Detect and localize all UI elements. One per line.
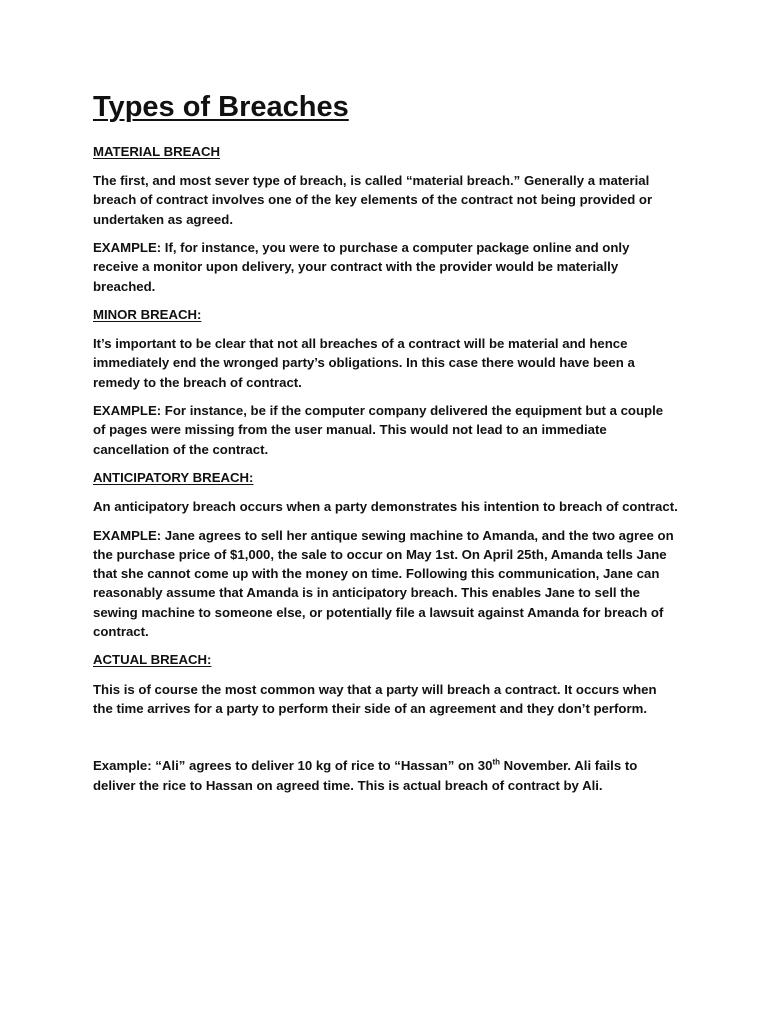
final-example-text-end: November. Ali fails to deliver the rice to Hassan on agreed time. This is actual breach of contract by Ali.	[93, 758, 638, 793]
document-title	[93, 90, 678, 125]
document-title-text: Types of Breaches	[93, 91, 349, 123]
section-minor-breach	[93, 305, 678, 459]
document-page	[93, 90, 678, 804]
example-paragraph: EXAMPLE: If, for instance, you were to purchase a computer package online and only receive a monitor upon delivery, your contract with the provider would be materially breached.	[93, 239, 630, 294]
final-example-paragraph	[93, 756, 678, 795]
example-paragraph: EXAMPLE: Jane agrees to sell her antique sewing machine to Amanda, and the two agree on the purchase price of $1,000, the sale to occur on May 1st. On April 25th, Amanda tells Jane that she cannot come up with the money on time. Following this communication, Jane can reasonably assume that Amanda is in anticipatory breach. This enables Jane to sell the sewing machine to someone else, or potentially file a lawsuit against Amanda for breach of contract.	[93, 527, 674, 640]
section-paragraph: This is of course the most common way that a party will breach a contract. It occurs when the time arrives for a party to perform their side of an agreement and they don’t perform.	[93, 681, 657, 716]
section-heading: ANTICIPATORY BREACH:	[93, 469, 254, 485]
section-heading: MINOR BREACH:	[93, 306, 202, 322]
section-heading: MATERIAL BREACH	[93, 143, 220, 159]
section-anticipatory-breach	[93, 468, 678, 641]
ordinal-suffix: th	[492, 757, 500, 767]
section-actual-breach	[93, 650, 678, 718]
example-paragraph: EXAMPLE: For instance, be if the computer company delivered the equipment but a couple of pages were missing from the user manual. This would not lead to an immediate cancellation of the contract.	[93, 403, 664, 457]
section-paragraph: The first, and most sever type of breach, is called “material breach.” Generally a material breach of contract involves one of the key elements of the contract not being provided or undertaken as agreed.	[93, 173, 653, 227]
blank-line	[93, 727, 678, 756]
section-heading: ACTUAL BREACH:	[93, 652, 212, 668]
section-paragraph: An anticipatory breach occurs when a party demonstrates his intention to breach of contract.	[93, 499, 678, 515]
section-paragraph: It’s important to be clear that not all breaches of a contract will be material and hence immediately end the wronged party’s obligations. In this case there would have been a remedy to the breach of contract.	[93, 336, 635, 390]
final-example-text-start: Example: “Ali” agrees to deliver 10 kg of rice to “Hassan” on 30	[93, 758, 493, 774]
section-material-breach	[93, 142, 678, 296]
